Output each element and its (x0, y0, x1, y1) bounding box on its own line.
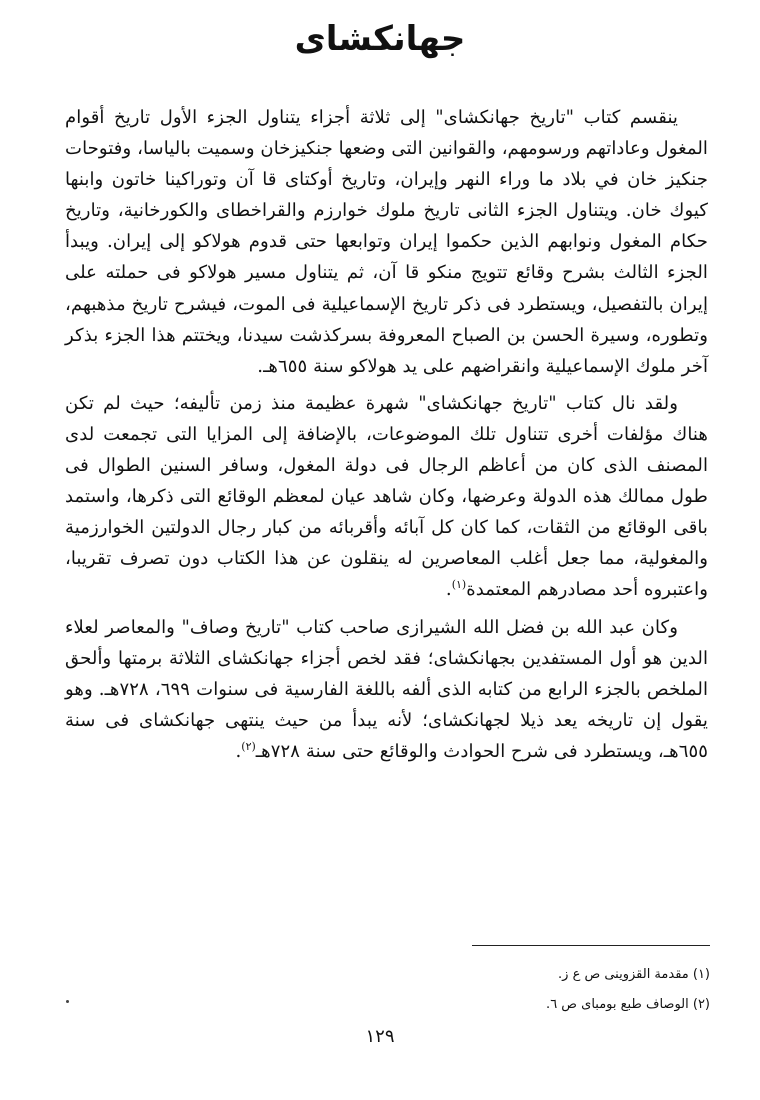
paragraph-3-end: . (235, 740, 242, 762)
paragraph-1-text: ينقسم كتاب "تاريخ جهانكشاى" إلى ثلاثة أجزاء يتناول الجزء الأول تاريخ أقوام المغول وعاداتهم ورسومهم، والقوانين التى وضعها جنكيزخان وسميت بالياسا، وفتوحات جنكيز خان في بلاد ما وراء النهر وإيران، وتاريخ أوكتاى قا آن وتوراكينا خاتون وابنها كيوك خان. ويتناول الجزء الثانى تاريخ ملوك خوارزم والقراخطاى والكورخانية، وتاريخ حكام المغول ونوابهم الذين حكموا إيران وتوابعها حتى قدوم هولاكو إلى إيران. ويبدأ الجزء الثالث بشرح وقائع تتويج منكو قا آن، ثم يتناول مسير هولاكو فى حملته على إيران بالتفصيل، ويستطرد فى ذكر تاريخ الإسماعيلية فى الموت، فيشرح تاريخ مذهبهم، وتطوره، وسيرة الحسن بن الصباح المعروفة بسركذشت سيدنا، ويختتم هذا الجزء بذكر آخر ملوك الإسماعيلية وانقراضهم على يد هولاكو سنة ٦٥٥هـ. (65, 107, 708, 377)
scan-speck (66, 1000, 69, 1003)
body-text (65, 102, 708, 773)
page-title: جهانكشاى (294, 19, 466, 59)
paragraph-2-end: . (445, 579, 452, 601)
footnote-1: (١) مقدمة القزوينى ص ع ز. (558, 967, 710, 982)
paragraph-2 (65, 388, 708, 606)
paragraph-3 (65, 612, 708, 767)
footnotes (65, 960, 710, 1020)
footnote-ref-1: (١) (451, 578, 467, 592)
paragraph-1 (65, 102, 708, 382)
footnote-2: (٢) الوصاف طبع بومباى ص ٦. (546, 997, 710, 1012)
footnote-ref-2: (٢) (241, 739, 256, 753)
paragraph-3-text: وكان عبد الله بن فضل الله الشيرازى صاحب كتاب "تاريخ وصاف" والمعاصر لعلاء الدين هو أول المستفدين بجهانكشاى؛ فقد لخص أجزاء جهانكشاى الثلاثة برمتها وألحق الملخص بالجزء الرابع من كتابه الذى ألفه باللغة الفارسية فى سنوات ٦٩٩، ٧٢٨هـ. وهو يقول إن تاريخه يعد ذيلا لجهانكشاى؛ لأنه يبدأ من حيث ينتهى جهانكشاى فى سنة ٦٥٥هـ، ويستطرد فى شرح الحوادث والوقائع حتى سنة ٧٢٨هـ (65, 616, 708, 762)
footnote-divider (472, 945, 710, 946)
page-number: ١٢٩ (365, 1026, 395, 1047)
paragraph-2-text: ولقد نال كتاب "تاريخ جهانكشاى" شهرة عظيمة منذ زمن تأليفه؛ حيث لم تكن هناك مؤلفات أخرى تتناول تلك الموضوعات، بالإضافة إلى المزايا التى تجمعت لدى المصنف الذى كان من أعاظم الرجال فى دولة المغول، وسافر السنين الطوال فى طول ممالك هذه الدولة وعرضها، وكان شاهد عيان لمعظم الوقائع التى ذكرها، واستمد باقى الوقائع من الثقات، كما كان كل آبائه وأقربائه من كبار رجال الدولتين الخوارزمية والمغولية، مما جعل أغلب المعاصرين له ينقلون عن هذا الكتاب دون تصرف تقريبا، واعتبروه أحد مصادرهم المعتمدة (65, 392, 708, 601)
